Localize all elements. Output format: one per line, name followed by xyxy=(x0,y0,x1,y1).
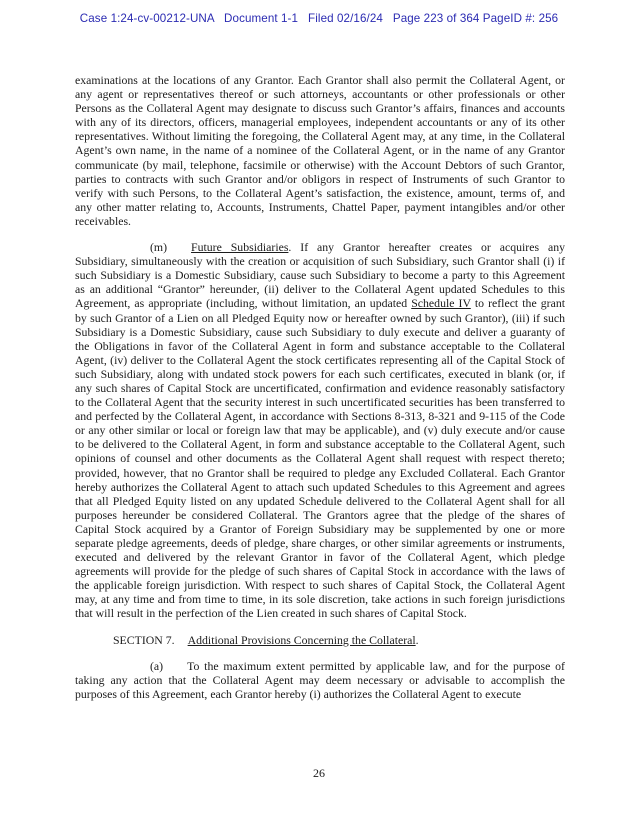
section-7-heading xyxy=(75,633,565,647)
text-run: to reflect the grant by such Grantor of a Lien on all Pledged Equity now or hereafter owned by such Grantor), (iii) if such Subsidiary is a Domestic Subsidiary, cause such Subsidiary to duly execute and deliver a guaranty of the Obligations in favor of the Collateral Agent in form and substance acceptable to the Collateral Agent, (iv) deliver to the Collateral Agent the stock certificates representing all of the Capital Stock of such Subsidiary, along with undated stock powers for each such certificates, executed in blank (or, if any such shares of Capital Stock are uncertificated, confirmation and evidence reasonably satisfactory to the Collateral Agent that the security interest in such uncertificated securities has been transferred to and perfected by the Collateral Agent, in accordance with Sections 8-313, 8-321 and 9-115 of the Code or any other similar or local or foreign law that may be applicable), and (v) duly execute and/or cause to be delivered to the Collateral Agent, in form and substance acceptable to the Collateral Agent, such opinions of counsel and other documents as the Collateral Agent shall request with respect thereto; provided, however, that no Grantor shall be required to pledge any Excluded Collateral. Each Grantor hereby authorizes the Collateral Agent to attach such updated Schedules to this Agreement and agrees that all Pledged Equity listed on any updated Schedule delivered to the Collateral Agent shall for all purposes hereunder be considered Collateral. The Grantors agree that the pledge of the shares of Capital Stock acquired by a Grantor of Foreign Subsidiary may be supplemented by one or more separate pledge agreements, deeds of pledge, share charges, or other similar agreements or instruments, executed and delivered by the relevant Grantor in favor of the Collateral Agent, which pledge agreements will provide for the pledge of such shares of Capital Stock in accordance with the laws of the applicable foreign jurisdiction. With respect to such shares of Capital Stock, the Collateral Agent may, at any time and from time to time, in its sole discretion, take actions in such foreign jurisdictions that will result in the perfection of the Lien created in such shares of Capital Stock. xyxy=(75,296,565,621)
document-body xyxy=(75,73,565,701)
underlined-text: Future Subsidiaries xyxy=(191,240,289,255)
underlined-text: Schedule IV xyxy=(411,296,471,311)
paragraph-a xyxy=(75,659,565,701)
text-run: To the maximum extent permitted by applicable law, and for the purpose of taking any action that the Collateral Agent may deem necessary or advisable to accomplish the purposes of this Agreement, each Grantor hereby (i) authorizes the Collateral Agent to execute xyxy=(75,658,565,701)
text-run: (m) xyxy=(150,240,168,255)
page-number: 26 xyxy=(313,766,325,780)
case-header: Case 1:24-cv-00212-UNA Document 1-1 Filed 02/16/24 Page 223 of 364 PageID #: 256 xyxy=(79,12,559,25)
text-run: (a) xyxy=(150,658,164,673)
text-run: . If any Grantor hereafter creates or acquires any Subsidiary, simultaneously with the creation or acquisition of such Subsidiary, such Grantor shall (i) if such Subsidiary is a Domestic Subsidiary, cause such Subsidiary to become a party to this Agreement as an additional “Grantor” hereunder, (ii) deliver to the Collateral Agent updated Schedules to this Agreement, as appropriate (including, without limitation, an updated xyxy=(75,240,565,311)
paragraph-future-subsidiaries xyxy=(75,240,565,621)
text-run: SECTION 7. xyxy=(113,632,175,647)
text-run: . xyxy=(415,632,419,647)
text-run: examinations at the locations of any Grantor. Each Grantor shall also permit the Collateral Agent, or any agent or representatives thereof or such attorneys, accountants or other professionals or other Persons as the Collateral Agent may designate to discuss such Grantor’s affairs, finances and accounts with any of its directors, officers, managerial employees, independent accountants or any of its other representatives. Without limiting the foregoing, the Collateral Agent may, at any time, in the Collateral Agent’s own name, in the name of a nominee of the Collateral Agent, or in the name of any Grantor communicate (by mail, telephone, facsimile or otherwise) with the Account Debtors of such Grantor, parties to contracts with such Grantor and/or obligors in respect of Instruments of such Grantor to verify with such Persons, to the Collateral Agent’s satisfaction, the existence, amount, terms of, and any other matter relating to, Accounts, Instruments, Chattel Paper, payment intangibles and/or other receivables. xyxy=(75,73,565,228)
underlined-text: Additional Provisions Concerning the Collateral xyxy=(187,632,416,647)
paragraph-continuation xyxy=(75,73,565,228)
